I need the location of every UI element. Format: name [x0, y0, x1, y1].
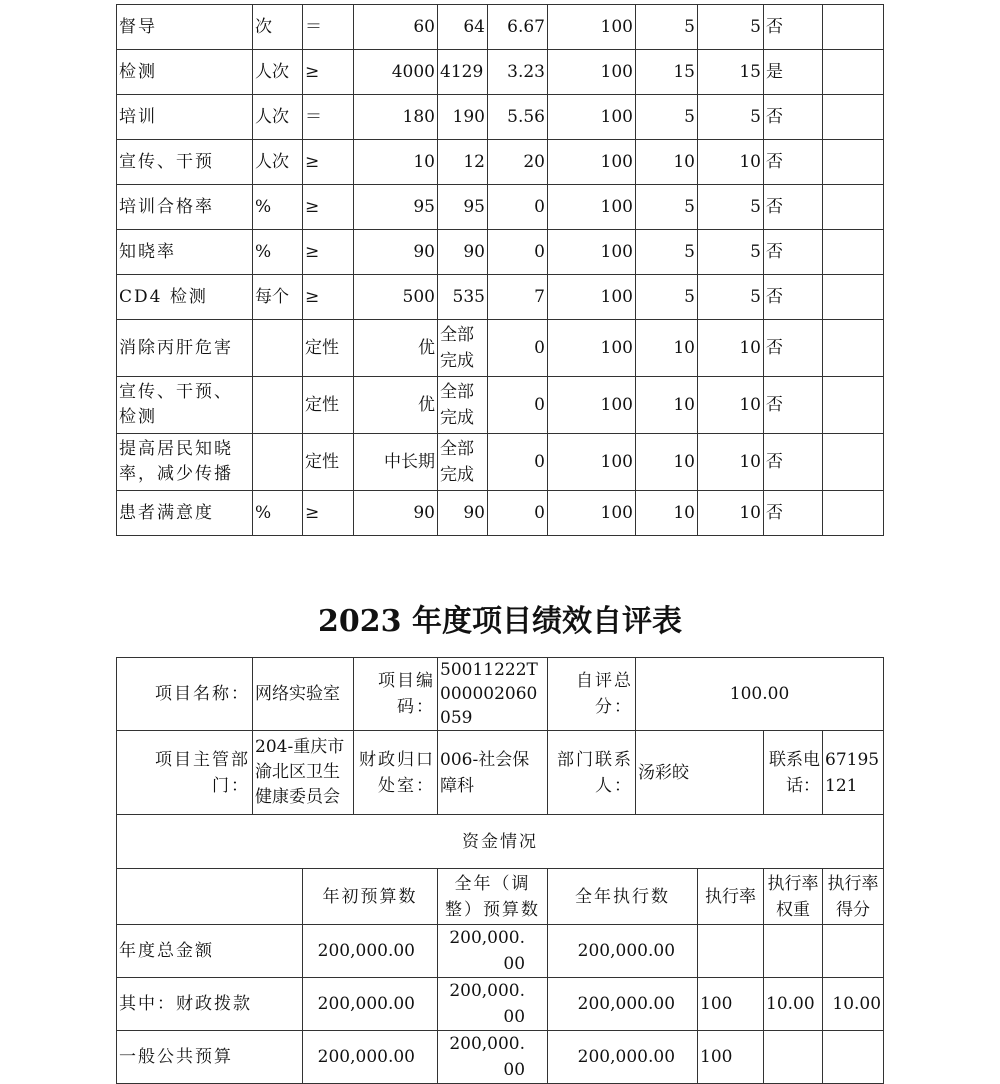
indicator-target: 60	[354, 5, 438, 50]
indicator-score-actual: 10	[698, 320, 764, 377]
indicator-operator: 定性	[303, 434, 354, 491]
self-score-label: 自评总分：	[548, 658, 636, 731]
funds-row	[117, 978, 884, 1031]
indicator-flag: 否	[764, 140, 823, 185]
indicator-score-actual: 10	[698, 140, 764, 185]
indicator-target: 10	[354, 140, 438, 185]
indicator-target: 95	[354, 185, 438, 230]
indicator-name: 宣传、干预	[117, 140, 253, 185]
funds-rate-score: 10.00	[823, 978, 884, 1031]
indicator-name: 培训	[117, 95, 253, 140]
indicator-actual: 全部完成	[438, 434, 488, 491]
indicator-actual: 64	[438, 5, 488, 50]
indicator-flag: 否	[764, 95, 823, 140]
indicator-deviation: 0	[488, 320, 548, 377]
funds-header-initial: 年初预算数	[303, 869, 438, 925]
indicator-operator: ≥	[303, 275, 354, 320]
funds-rate-weight	[764, 925, 823, 978]
indicator-deviation: 0	[488, 434, 548, 491]
dept-info-row	[117, 731, 884, 815]
funds-rate-score	[823, 925, 884, 978]
indicator-weight: 100	[548, 275, 636, 320]
indicator-unit: 每个	[253, 275, 303, 320]
indicator-score: 5	[636, 230, 698, 275]
indicator-operator: ≥	[303, 185, 354, 230]
indicator-note	[823, 95, 884, 140]
indicator-row	[117, 5, 884, 50]
indicator-deviation: 5.56	[488, 95, 548, 140]
indicator-note	[823, 230, 884, 275]
indicator-flag: 否	[764, 230, 823, 275]
indicator-weight: 100	[548, 377, 636, 434]
indicator-note	[823, 50, 884, 95]
indicator-note	[823, 377, 884, 434]
indicator-deviation: 0	[488, 491, 548, 536]
indicator-actual: 全部完成	[438, 320, 488, 377]
indicator-weight: 100	[548, 50, 636, 95]
indicator-name: 督导	[117, 5, 253, 50]
indicator-deviation: 0	[488, 377, 548, 434]
indicator-row	[117, 140, 884, 185]
indicator-name: 培训合格率	[117, 185, 253, 230]
indicator-name: 患者满意度	[117, 491, 253, 536]
indicator-unit: 次	[253, 5, 303, 50]
indicator-score-actual: 5	[698, 95, 764, 140]
indicator-weight: 100	[548, 320, 636, 377]
indicator-note	[823, 491, 884, 536]
indicator-note	[823, 275, 884, 320]
funds-row	[117, 925, 884, 978]
project-code-label: 项目编码：	[354, 658, 438, 731]
indicator-row	[117, 50, 884, 95]
indicator-target: 90	[354, 491, 438, 536]
funds-rate: 100	[698, 1031, 764, 1084]
indicator-actual: 190	[438, 95, 488, 140]
indicator-flag: 否	[764, 491, 823, 536]
funds-executed: 200,000.00	[548, 978, 698, 1031]
funds-initial: 200,000.00	[303, 1031, 438, 1084]
funds-header-adjusted: 全年（调整）预算数	[438, 869, 548, 925]
indicator-score-actual: 5	[698, 275, 764, 320]
funds-executed: 200,000.00	[548, 1031, 698, 1084]
indicator-row	[117, 434, 884, 491]
indicator-score-actual: 10	[698, 434, 764, 491]
contact-value: 汤彩皎	[636, 731, 764, 815]
indicator-name: 宣传、干预、检测	[117, 377, 253, 434]
funds-rate	[698, 925, 764, 978]
indicator-name: 消除丙肝危害	[117, 320, 253, 377]
indicator-row	[117, 230, 884, 275]
indicator-row	[117, 491, 884, 536]
funds-adjusted: 200,000.00	[438, 925, 548, 978]
indicator-score: 10	[636, 434, 698, 491]
indicator-deviation: 7	[488, 275, 548, 320]
indicator-row	[117, 95, 884, 140]
indicator-target: 中长期	[354, 434, 438, 491]
indicator-target: 90	[354, 230, 438, 275]
indicator-unit: 人次	[253, 140, 303, 185]
indicator-score-actual: 5	[698, 5, 764, 50]
indicator-operator: ＝	[303, 5, 354, 50]
funds-row-label: 年度总金额	[117, 925, 303, 978]
indicator-operator: 定性	[303, 320, 354, 377]
funds-header-executed: 全年执行数	[548, 869, 698, 925]
indicator-target: 优	[354, 320, 438, 377]
indicator-score-actual: 15	[698, 50, 764, 95]
indicator-note	[823, 185, 884, 230]
indicator-weight: 100	[548, 491, 636, 536]
project-name-label: 项目名称：	[117, 658, 253, 731]
funds-adjusted: 200,000.00	[438, 978, 548, 1031]
phone-label: 联系电话：	[764, 731, 823, 815]
indicator-target: 4000	[354, 50, 438, 95]
self-score-value: 100.00	[636, 658, 884, 731]
indicator-score: 5	[636, 185, 698, 230]
indicator-unit	[253, 377, 303, 434]
indicator-weight: 100	[548, 140, 636, 185]
indicator-operator: ≥	[303, 491, 354, 536]
indicator-score: 5	[636, 5, 698, 50]
phone-value: 67195121	[823, 731, 884, 815]
indicator-score: 10	[636, 140, 698, 185]
project-info-row	[117, 658, 884, 731]
funds-header-rate: 执行率	[698, 869, 764, 925]
indicator-row	[117, 320, 884, 377]
indicator-operator: 定性	[303, 377, 354, 434]
indicator-score: 5	[636, 95, 698, 140]
indicator-row	[117, 377, 884, 434]
indicator-flag: 否	[764, 320, 823, 377]
indicator-row	[117, 275, 884, 320]
indicator-unit: %	[253, 185, 303, 230]
indicator-deviation: 3.23	[488, 50, 548, 95]
funds-row-label: 其中：财政拨款	[117, 978, 303, 1031]
indicator-note	[823, 320, 884, 377]
funds-header-row	[117, 869, 884, 925]
indicator-flag: 是	[764, 50, 823, 95]
indicator-score: 5	[636, 275, 698, 320]
indicator-note	[823, 5, 884, 50]
indicator-actual: 全部完成	[438, 377, 488, 434]
indicator-score-actual: 5	[698, 230, 764, 275]
funds-row	[117, 1031, 884, 1084]
indicator-score: 15	[636, 50, 698, 95]
indicator-operator: ＝	[303, 95, 354, 140]
indicator-score: 10	[636, 320, 698, 377]
project-name-value: 网络实验室	[253, 658, 354, 731]
indicator-flag: 否	[764, 377, 823, 434]
indicator-operator: ≥	[303, 230, 354, 275]
funds-adjusted: 200,000.00	[438, 1031, 548, 1084]
funds-header-rate-score: 执行率得分	[823, 869, 884, 925]
indicator-flag: 否	[764, 5, 823, 50]
indicator-unit: 人次	[253, 50, 303, 95]
indicator-deviation: 0	[488, 230, 548, 275]
indicator-target: 优	[354, 377, 438, 434]
indicator-deviation: 6.67	[488, 5, 548, 50]
indicator-name: 提高居民知晓率，减少传播	[117, 434, 253, 491]
indicator-score: 10	[636, 377, 698, 434]
indicator-unit: %	[253, 491, 303, 536]
indicator-score-actual: 5	[698, 185, 764, 230]
indicator-unit: 人次	[253, 95, 303, 140]
indicator-actual: 95	[438, 185, 488, 230]
indicator-actual: 4129	[438, 50, 488, 95]
contact-label: 部门联系人：	[548, 731, 636, 815]
indicator-weight: 100	[548, 95, 636, 140]
indicator-name: CD4 检测	[117, 275, 253, 320]
funds-rate: 100	[698, 978, 764, 1031]
funds-initial: 200,000.00	[303, 978, 438, 1031]
indicator-unit: %	[253, 230, 303, 275]
office-value: 006-社会保障科	[438, 731, 548, 815]
self-eval-table	[116, 657, 884, 1084]
indicator-table	[116, 4, 884, 536]
funds-header-blank	[117, 869, 303, 925]
indicator-actual: 12	[438, 140, 488, 185]
indicator-score-actual: 10	[698, 491, 764, 536]
indicator-deviation: 20	[488, 140, 548, 185]
indicator-flag: 否	[764, 275, 823, 320]
funds-rate-weight	[764, 1031, 823, 1084]
indicator-target: 180	[354, 95, 438, 140]
funds-header-rate-weight: 执行率权重	[764, 869, 823, 925]
indicator-weight: 100	[548, 434, 636, 491]
indicator-note	[823, 434, 884, 491]
funds-executed: 200,000.00	[548, 925, 698, 978]
office-label: 财政归口处室：	[354, 731, 438, 815]
indicator-operator: ≥	[303, 140, 354, 185]
indicator-flag: 否	[764, 185, 823, 230]
dept-label: 项目主管部门：	[117, 731, 253, 815]
indicator-actual: 535	[438, 275, 488, 320]
indicator-unit	[253, 320, 303, 377]
funds-section-row	[117, 815, 884, 869]
indicator-unit	[253, 434, 303, 491]
indicator-operator: ≥	[303, 50, 354, 95]
indicator-target: 500	[354, 275, 438, 320]
funds-row-label: 一般公共预算	[117, 1031, 303, 1084]
indicator-name: 知晓率	[117, 230, 253, 275]
indicator-weight: 100	[548, 185, 636, 230]
indicator-actual: 90	[438, 230, 488, 275]
funds-section-label: 资金情况	[117, 815, 884, 869]
indicator-deviation: 0	[488, 185, 548, 230]
indicator-note	[823, 140, 884, 185]
indicator-row	[117, 185, 884, 230]
indicator-actual: 90	[438, 491, 488, 536]
indicator-flag: 否	[764, 434, 823, 491]
funds-rate-weight: 10.00	[764, 978, 823, 1031]
funds-rate-score	[823, 1031, 884, 1084]
funds-initial: 200,000.00	[303, 925, 438, 978]
indicator-name: 检测	[117, 50, 253, 95]
page-title: 2023 年度项目绩效自评表	[318, 604, 682, 639]
indicator-score-actual: 10	[698, 377, 764, 434]
indicator-weight: 100	[548, 5, 636, 50]
indicator-weight: 100	[548, 230, 636, 275]
dept-value: 204-重庆市渝北区卫生健康委员会	[253, 731, 354, 815]
project-code-value: 50011222T000002060059	[438, 658, 548, 731]
indicator-score: 10	[636, 491, 698, 536]
